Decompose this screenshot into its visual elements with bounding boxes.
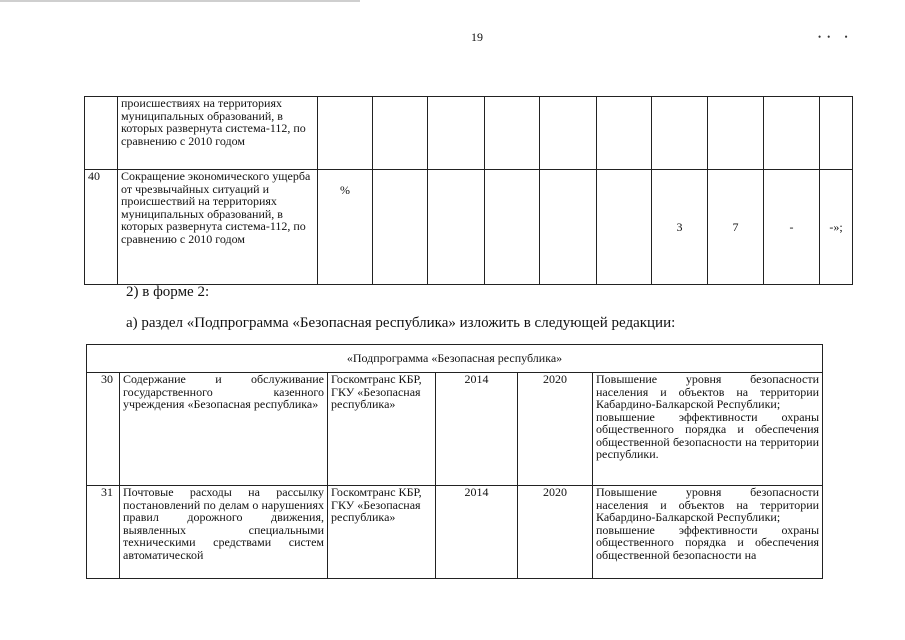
row-number: 40 xyxy=(85,170,118,285)
activity-cell: Почтовые расходы на рассылку постановлений по делам о нарушениях правил дорожного движения, выявленных специальными техническими средствами систем автоматической xyxy=(120,486,328,579)
value-cell xyxy=(485,170,540,285)
table-row xyxy=(87,373,823,486)
value-cell xyxy=(652,97,708,170)
start-year-cell: 2014 xyxy=(436,373,518,486)
value-cell xyxy=(597,170,652,285)
value-cell xyxy=(485,97,540,170)
unit-cell: % xyxy=(318,170,373,285)
value-cell xyxy=(428,170,485,285)
page-number: 19 xyxy=(471,30,483,44)
start-year-cell: 2014 xyxy=(436,486,518,579)
result-line: повышение эффективности охраны общественного порядка и обеспечения общественной безопасности на xyxy=(596,522,820,562)
indicators-table xyxy=(84,96,853,285)
row-number xyxy=(85,97,118,170)
table-row xyxy=(85,170,853,285)
value-cell: 3 xyxy=(652,170,708,285)
unit-cell xyxy=(318,97,373,170)
value-cell xyxy=(540,97,597,170)
paragraph-section-instruction: а) раздел «Подпрограмма «Безопасная республика» изложить в следующей редакции: xyxy=(126,315,676,331)
value-cell xyxy=(708,97,764,170)
indicator-text: происшествиях на территориях муниципальных образований, в которых развернута система-112, по сравнению с 2010 годом xyxy=(118,97,318,170)
subprogram-title: «Подпрограмма «Безопасная республика» xyxy=(87,345,823,373)
value-cell: -»; xyxy=(820,170,853,285)
value-cell: 7 xyxy=(708,170,764,285)
result-cell xyxy=(593,373,823,486)
executor-cell: Госкомтранс КБР, ГКУ «Безопасная республика» xyxy=(328,373,436,486)
scan-top-line xyxy=(0,0,360,2)
value-cell xyxy=(373,170,428,285)
value-cell xyxy=(764,97,820,170)
end-year-cell: 2020 xyxy=(518,486,593,579)
value-cell xyxy=(597,97,652,170)
activity-cell: Содержание и обслуживание государственного казенного учреждения «Безопасная республика» xyxy=(120,373,328,486)
corner-mark: •• • xyxy=(818,32,854,42)
value-cell xyxy=(820,97,853,170)
subprogram-table xyxy=(86,344,823,579)
table-row xyxy=(85,97,853,170)
table-row xyxy=(87,486,823,579)
value-cell xyxy=(373,97,428,170)
indicator-text: Сокращение экономического ущерба от чрезвычайных ситуаций и происшествий на территориях муниципальных образований, в которых развернута система-112, по сравнению с 2010 годом xyxy=(118,170,318,285)
result-cell xyxy=(593,486,823,579)
table-header-row xyxy=(87,345,823,373)
executor-cell: Госкомтранс КБР, ГКУ «Безопасная республика» xyxy=(328,486,436,579)
result-line: Повышение уровня безопасности населения и объектов на территории Кабардино-Балкарской Республики; xyxy=(596,372,820,411)
value-cell xyxy=(428,97,485,170)
result-line: повышение эффективности охраны общественного порядка и обеспечения общественной безопасности на территории республики. xyxy=(596,409,820,461)
row-number: 30 xyxy=(87,373,120,486)
paragraph-form-2: 2) в форме 2: xyxy=(126,284,210,300)
value-cell xyxy=(540,170,597,285)
result-line: Повышение уровня безопасности населения и объектов на территории Кабардино-Балкарской Республики; xyxy=(596,485,820,524)
value-cell: - xyxy=(764,170,820,285)
row-number: 31 xyxy=(87,486,120,579)
end-year-cell: 2020 xyxy=(518,373,593,486)
